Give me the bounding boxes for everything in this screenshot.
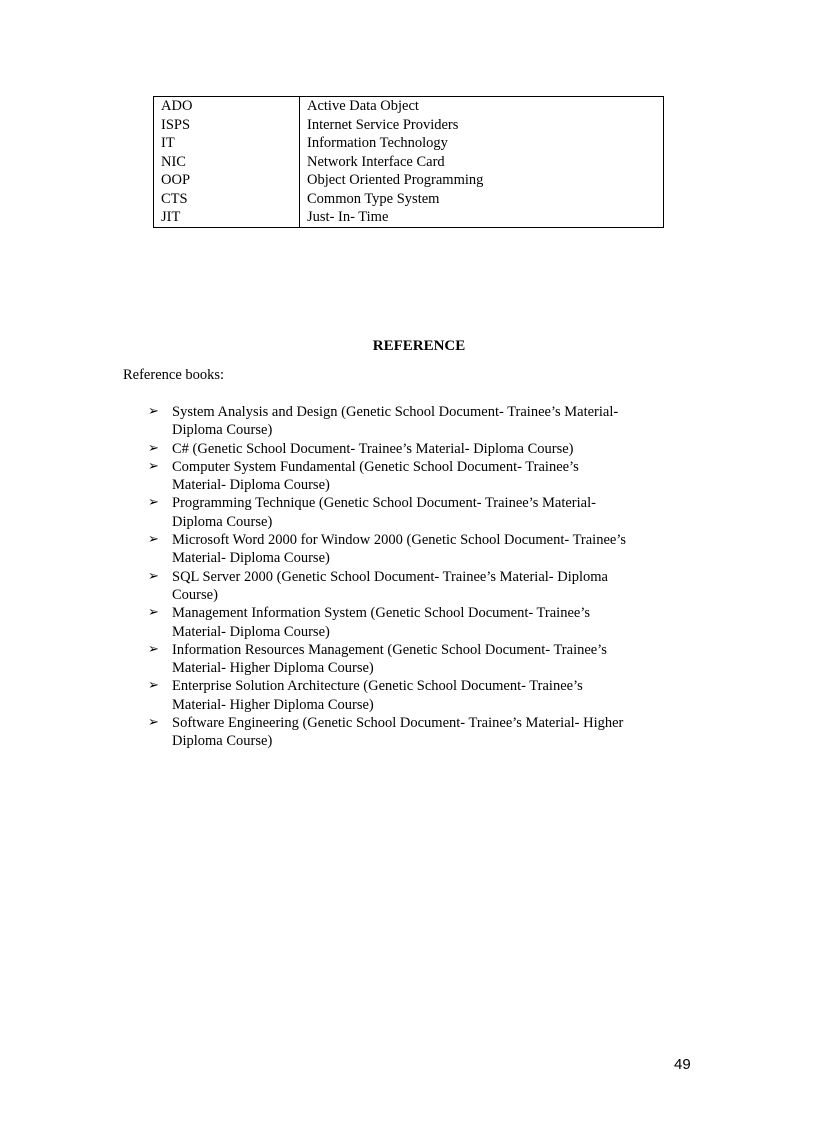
reference-heading: REFERENCE bbox=[372, 338, 466, 354]
abbreviation-meaning: Object Oriented Programming bbox=[307, 172, 484, 188]
reference-book-list bbox=[146, 403, 694, 751]
reference-book-line: Information Resources Management (Genetic School Document- Trainee’s bbox=[172, 641, 607, 658]
reference-book-line: Diploma Course) bbox=[172, 733, 273, 750]
reference-book-line: Course) bbox=[172, 586, 218, 603]
abbreviation-table bbox=[153, 96, 664, 228]
abbreviation-row bbox=[154, 153, 664, 172]
arrowhead-bullet-icon: ➢ bbox=[148, 458, 159, 474]
abbreviation-term: IT bbox=[154, 134, 300, 153]
reference-book-line: Material- Diploma Course) bbox=[172, 550, 330, 567]
reference-book-item bbox=[146, 641, 694, 678]
abbreviation-meaning: Just- In- Time bbox=[307, 209, 389, 225]
reference-book-line: Material- Higher Diploma Course) bbox=[172, 696, 374, 713]
reference-book-line: Material- Diploma Course) bbox=[172, 477, 330, 494]
abbreviation-row bbox=[154, 208, 664, 227]
reference-books-label: Reference books: bbox=[123, 367, 225, 383]
abbreviation-term: NIC bbox=[154, 153, 300, 172]
reference-book-item bbox=[146, 677, 694, 714]
page-number: 49 bbox=[674, 1056, 691, 1073]
abbreviation-term: CTS bbox=[154, 190, 300, 209]
reference-book-item bbox=[146, 403, 694, 440]
abbreviation-row bbox=[154, 190, 664, 209]
reference-book-line: Diploma Course) bbox=[172, 422, 273, 439]
reference-book-line: Material- Higher Diploma Course) bbox=[172, 660, 374, 677]
reference-book-item bbox=[146, 568, 694, 605]
reference-book-line: Management Information System (Genetic School Document- Trainee’s bbox=[172, 605, 590, 622]
reference-book-line: Computer System Fundamental (Genetic School Document- Trainee’s bbox=[172, 458, 579, 475]
arrowhead-bullet-icon: ➢ bbox=[148, 678, 159, 694]
reference-book-line: Programming Technique (Genetic School Document- Trainee’s Material- bbox=[172, 495, 596, 512]
abbreviation-term: JIT bbox=[154, 208, 300, 227]
arrowhead-bullet-icon: ➢ bbox=[148, 532, 159, 548]
reference-book-item bbox=[146, 494, 694, 531]
reference-book-line: C# (Genetic School Document- Trainee’s Material- Diploma Course) bbox=[172, 440, 574, 457]
abbreviation-row bbox=[154, 116, 664, 135]
reference-book-line: Diploma Course) bbox=[172, 513, 273, 530]
reference-book-line: System Analysis and Design (Genetic School Document- Trainee’s Material- bbox=[172, 404, 619, 420]
arrowhead-bullet-icon: ➢ bbox=[148, 440, 159, 456]
reference-book-item bbox=[146, 531, 694, 568]
abbreviation-term: OOP bbox=[154, 171, 300, 190]
reference-book-line: Software Engineering (Genetic School Document- Trainee’s Material- Higher bbox=[172, 715, 624, 732]
abbreviation-term: ISPS bbox=[154, 116, 300, 135]
abbreviation-row bbox=[154, 134, 664, 153]
abbreviation-meaning: Internet Service Providers bbox=[307, 116, 459, 133]
abbreviation-meaning: Active Data Object bbox=[307, 98, 419, 114]
arrowhead-bullet-icon: ➢ bbox=[148, 605, 159, 621]
reference-book-item bbox=[146, 440, 694, 458]
arrowhead-bullet-icon: ➢ bbox=[148, 404, 159, 419]
reference-book-line: Material- Diploma Course) bbox=[172, 623, 330, 640]
arrowhead-bullet-icon: ➢ bbox=[148, 641, 159, 657]
reference-book-line: SQL Server 2000 (Genetic School Document- Trainee’s Material- Diploma bbox=[172, 568, 608, 585]
abbreviation-row bbox=[154, 97, 664, 116]
abbreviation-row bbox=[154, 171, 664, 190]
abbreviation-term: ADO bbox=[154, 97, 300, 116]
abbreviation-meaning: Network Interface Card bbox=[307, 153, 445, 170]
reference-book-item bbox=[146, 604, 694, 641]
reference-book-item bbox=[146, 458, 694, 495]
arrowhead-bullet-icon: ➢ bbox=[148, 715, 159, 731]
reference-book-line: Enterprise Solution Architecture (Genetic School Document- Trainee’s bbox=[172, 678, 583, 695]
arrowhead-bullet-icon: ➢ bbox=[148, 568, 159, 584]
abbreviation-meaning: Common Type System bbox=[307, 190, 440, 207]
reference-book-item bbox=[146, 714, 694, 751]
arrowhead-bullet-icon: ➢ bbox=[148, 495, 159, 511]
reference-book-line: Microsoft Word 2000 for Window 2000 (Genetic School Document- Trainee’s bbox=[172, 532, 626, 549]
abbreviation-meaning: Information Technology bbox=[307, 135, 448, 151]
